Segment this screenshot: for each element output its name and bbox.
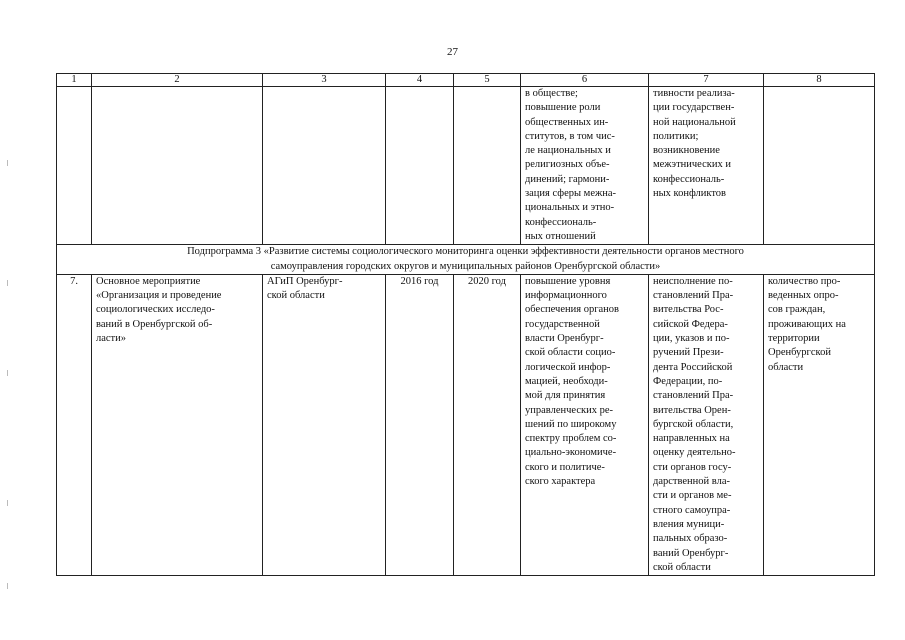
indicator-cell: количество про- веденных опро- сов граждан, проживающих на территории Оренбургской области	[764, 274, 875, 575]
col-number-3: 3	[263, 74, 386, 87]
col-number-6: 6	[521, 74, 649, 87]
activity-name-cell: Основное мероприятие «Организация и проведение социологических исследо- ваний в Оренбургской об- ласти»	[92, 274, 263, 575]
subprogram-heading: Подпрограмма 3 «Развитие системы социологического мониторинга оценки эффективности деятельности органов местного самоуправления городских округов и муниципальных районов Оренбургской области»	[57, 245, 875, 275]
row-number: 7.	[57, 274, 92, 575]
col-number-8: 8	[764, 74, 875, 87]
margin-mark	[7, 160, 8, 166]
col-number-7: 7	[649, 74, 764, 87]
end-year-cell: 2020 год	[454, 274, 521, 575]
margin-mark	[7, 500, 8, 506]
table-row	[57, 274, 875, 575]
col-number-2: 2	[92, 74, 263, 87]
col-number-4: 4	[386, 74, 454, 87]
continuation-result-cell: в обществе; повышение роли общественных ин- ститутов, в том чис- ле национальных и религиозных объе- динений; гармони- зация сферы межна- циональных и этно- конфессиональ- ных отношений	[521, 87, 649, 245]
expected-result-cell: повышение уровня информационного обеспечения органов государственной власти Оренбург- ской области социо- логической инфор- мацией, необходи- мой для принятия управленческих ре- шений по широкому спектру проблем со- циально-экономиче- ского и политиче- ского характера	[521, 274, 649, 575]
consequence-cell: неисполнение по- становлений Пра- вительства Рос- сийской Федера- ции, указов и по- ручений Прези- дента Российской Федерации, по- становлений Пра- вительства Орен- бургской области, направленных на оценку деятельно- сти органов госу- дарственной вла- сти и органов ме- стного самоупра- вления муници- пальных образо- ваний Оренбург- ской области	[649, 274, 764, 575]
margin-mark	[7, 370, 8, 376]
page-number: 27	[447, 46, 458, 58]
start-year-cell: 2016 год	[386, 274, 454, 575]
col-number-5: 5	[454, 74, 521, 87]
col-number-1: 1	[57, 74, 92, 87]
program-table	[56, 73, 875, 576]
margin-mark	[7, 583, 8, 589]
column-number-row	[57, 74, 875, 87]
executor-cell: АГиП Оренбург- ской области	[263, 274, 386, 575]
margin-mark	[7, 280, 8, 286]
continuation-row	[57, 87, 875, 245]
continuation-consequence-cell: тивности реализа- ции государствен- ной национальной политики; возникновение межэтнических и конфессиональ- ных конфликтов	[649, 87, 764, 245]
subprogram-row	[57, 245, 875, 275]
